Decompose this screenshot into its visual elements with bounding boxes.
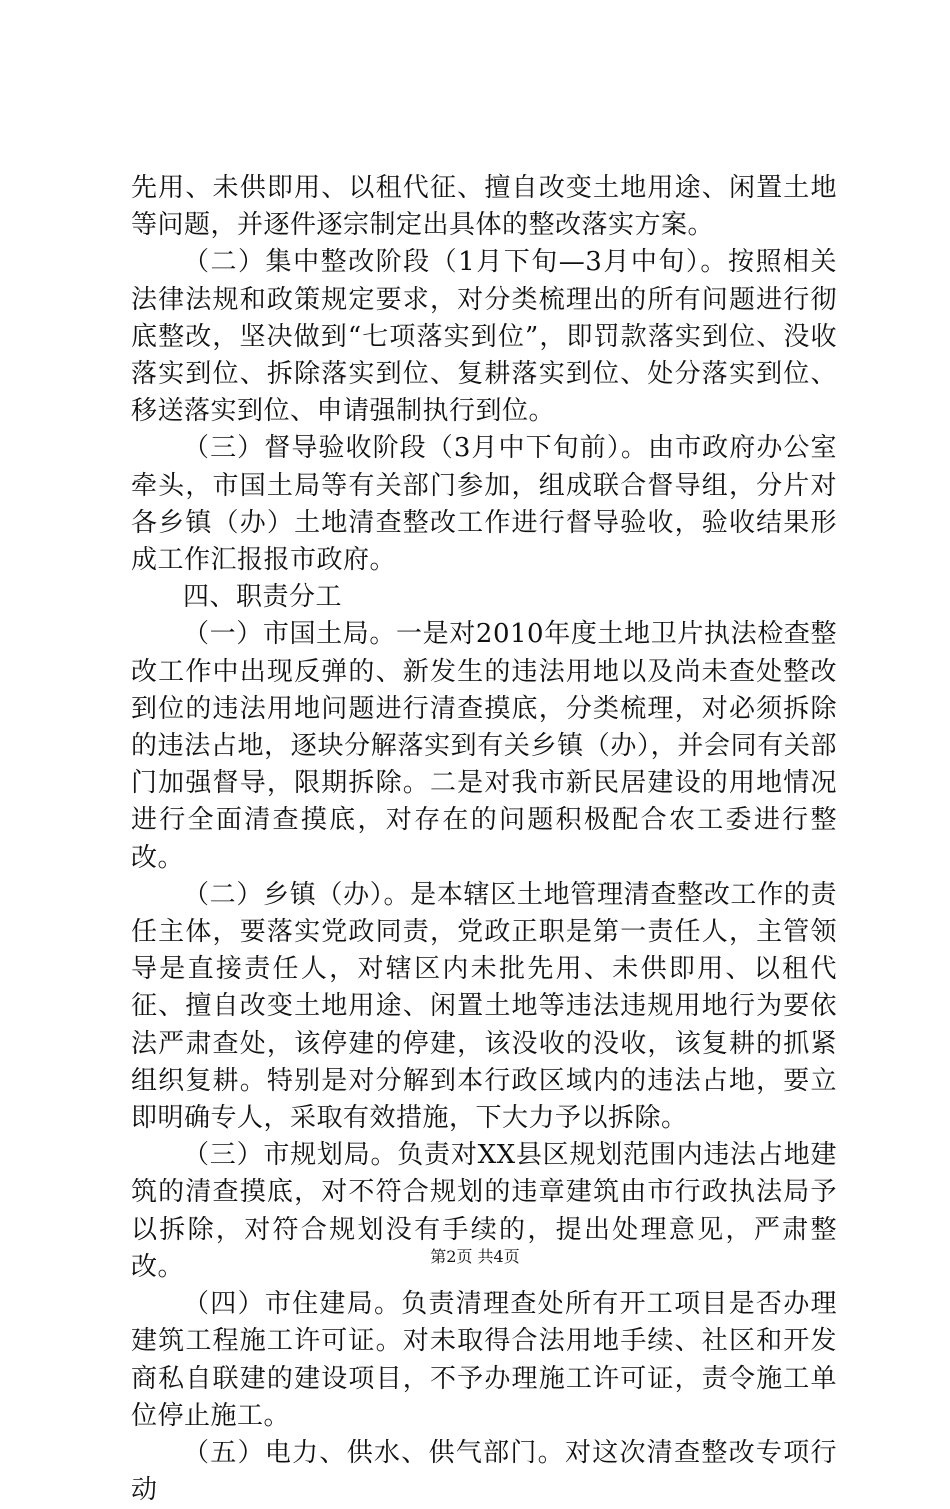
- paragraph-planning-bureau: （三）市规划局。负责对XX县区规划范围内违法占地建筑的清查摸底，对不符合规划的违章建筑由市行政执法局予以拆除，对符合规划没有手续的，提出处理意见，严肃整改。: [131, 1140, 837, 1282]
- section-heading-duties: 四、职责分工: [183, 582, 343, 613]
- paragraph-land-bureau: （一）市国土局。一是对2010年度土地卫片执法检查整改工作中出现反弹的、新发生的违法用地以及尚未查处整改到位的违法用地问题进行清查摸底，分类梳理，对必须拆除的违法占地，逐块分解落实到有关乡镇（办），并会同有关部门加强督导，限期拆除。二是对我市新民居建设的用地情况进行全面清查摸底，对存在的问题积极配合农工委进行整改。: [131, 619, 837, 873]
- paragraph-townships: （二）乡镇（办）。是本辖区土地管理清查整改工作的责任主体，要落实党政同责，党政正职是第一责任人，主管领导是直接责任人，对辖区内未批先用、未供即用、以租代征、擅自改变土地用途、闲置土地等违法违规用地行为要依法严肃查处，该停建的停建，该没收的没收，该复耕的抓紧组织复耕。特别是对分解到本行政区域内的违法占地，要立即明确专人，采取有效措施，下大力予以拆除。: [131, 879, 837, 1134]
- paragraph-utilities: （五）电力、供水、供气部门。对这次清查整改专项行动: [131, 1437, 837, 1506]
- paragraph-phase-three: （三）督导验收阶段（3月中下旬前）。由市政府办公室牵头，市国土局等有关部门参加，组成联合督导组，分片对各乡镇（办）土地清查整改工作进行督导验收，验收结果形成工作汇报报市政府。: [131, 433, 837, 576]
- document-body: [131, 170, 837, 1509]
- page-number-footer: 第2页 共4页: [430, 1247, 520, 1266]
- paragraph-continuation: 先用、未供即用、以租代征、擅自改变土地用途、闲置土地等问题，并逐件逐宗制定出具体的整改落实方案。: [131, 173, 837, 241]
- paragraph-phase-two: （二）集中整改阶段（1月下旬—3月中旬）。按照相关法律法规和政策规定要求，对分类梳理出的所有问题进行彻底整改，坚决做到“七项落实到位”，即罚款落实到位、没收落实到位、拆除落实到位、复耕落实到位、处分落实到位、移送落实到位、申请强制执行到位。: [131, 247, 837, 427]
- paragraph-housing-bureau: （四）市住建局。负责清理查处所有开工项目是否办理建筑工程施工许可证。对未取得合法用地手续、社区和开发商私自联建的建设项目，不予办理施工许可证，责令施工单位停止施工。: [131, 1289, 837, 1431]
